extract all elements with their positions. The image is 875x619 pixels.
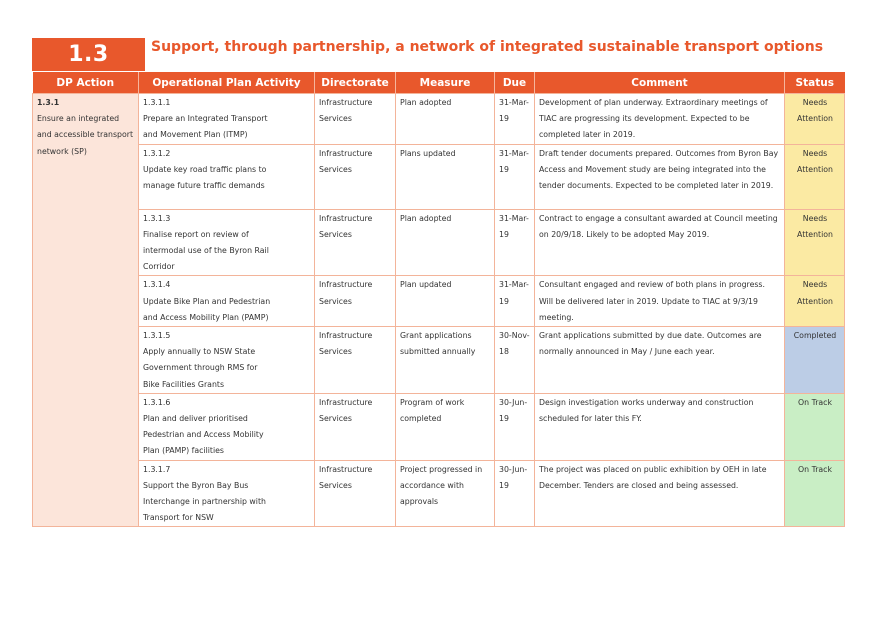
due-cell: 31-Mar-19 — [495, 94, 535, 145]
activity-number: 1.3.1.1 — [143, 98, 171, 107]
directorate-cell: Infrastructure Services — [315, 144, 396, 209]
activity-text: Update key road traffic plans to manage future traffic demands — [143, 164, 267, 191]
activity-cell — [139, 209, 315, 276]
measure-cell: Plans updated — [396, 144, 495, 209]
activity-text: Finalise report on review of intermodal use of the Byron Rail Corridor — [143, 229, 269, 272]
activity-text: Support the Byron Bay Bus Interchange in partnership with Transport for NSW — [143, 480, 266, 523]
activity-text: Apply annually to NSW State Government through RMS for Bike Facilities Grants — [143, 347, 258, 389]
measure-cell: Plan adopted — [396, 209, 495, 276]
activity-number: 1.3.1.2 — [143, 148, 171, 158]
directorate-cell: Infrastructure Services — [315, 209, 396, 276]
comment-cell: Grant applications submitted by due date. Outcomes are normally announced in May / June each year. — [535, 327, 785, 394]
activity-cell — [139, 94, 315, 145]
directorate-cell: Infrastructure Services — [315, 94, 396, 145]
comment-cell: Consultant engaged and review of both plans in progress. Will be delivered later in 2019. Update to TIAC at 9/3/19 meeting. — [535, 276, 785, 327]
status-badge: Needs Attention — [785, 276, 845, 327]
section-number: 1.3 — [32, 38, 145, 71]
due-cell: 31-Mar-19 — [495, 276, 535, 327]
section-title: Support, through partnership, a network of integrated sustainable transport options — [151, 39, 824, 55]
activity-number: 1.3.1.7 — [143, 464, 171, 474]
dp-action-code: 1.3.1 — [37, 98, 60, 107]
header-activity: Operational Plan Activity — [139, 72, 315, 94]
table-row — [33, 276, 845, 327]
activity-number: 1.3.1.4 — [143, 280, 171, 290]
due-cell: 31-Mar-19 — [495, 209, 535, 276]
measure-cell: Grant applications submitted annually — [396, 327, 495, 394]
header-directorate: Directorate — [315, 72, 396, 94]
activity-cell — [139, 327, 315, 394]
directorate-cell: Infrastructure Services — [315, 460, 396, 527]
status-badge: Completed — [785, 327, 845, 394]
directorate-cell: Infrastructure Services — [315, 276, 396, 327]
measure-cell: Project progressed in accordance with approvals — [396, 460, 495, 527]
due-cell: 30-Jun-19 — [495, 393, 535, 460]
status-badge: On Track — [785, 460, 845, 527]
activity-number: 1.3.1.6 — [143, 397, 171, 407]
due-cell: 30-Jun-19 — [495, 460, 535, 527]
due-cell: 31-Mar-19 — [495, 144, 535, 209]
activity-cell — [139, 460, 315, 527]
measure-cell: Program of work completed — [396, 393, 495, 460]
comment-cell: Design investigation works underway and construction scheduled for later this FY. — [535, 393, 785, 460]
comment-cell: Draft tender documents prepared. Outcomes from Byron Bay Access and Movement study are being integrated into the tender documents. Expected to be completed later in 2019. — [535, 144, 785, 209]
activity-number: 1.3.1.3 — [143, 213, 171, 223]
activity-number: 1.3.1.5 — [143, 331, 171, 341]
activity-cell — [139, 393, 315, 460]
measure-cell: Plan updated — [396, 276, 495, 327]
header-measure: Measure — [396, 72, 495, 94]
measure-cell: Plan adopted — [396, 94, 495, 145]
header-comment: Comment — [535, 72, 785, 94]
comment-cell: The project was placed on public exhibition by OEH in late December. Tenders are closed and being assessed. — [535, 460, 785, 527]
activity-text: Plan and deliver prioritised Pedestrian and Access Mobility Plan (PAMP) facilities — [143, 414, 264, 456]
table-row — [33, 327, 845, 394]
activity-cell — [139, 144, 315, 209]
activity-text: Update Bike Plan and Pedestrian and Access Mobility Plan (PAMP) — [143, 296, 271, 322]
header-status: Status — [785, 72, 845, 94]
table-row — [33, 94, 845, 145]
status-badge: Needs Attention — [785, 209, 845, 276]
table-header-row — [33, 72, 845, 94]
table-row — [33, 144, 845, 209]
status-badge: Needs Attention — [785, 144, 845, 209]
header-dp-action: DP Action — [33, 72, 139, 94]
header-due: Due — [495, 72, 535, 94]
table-row — [33, 393, 845, 460]
table-row — [33, 460, 845, 527]
table-row — [33, 209, 845, 276]
activity-text: Prepare an Integrated Transport and Movement Plan (ITMP) — [143, 114, 268, 140]
status-badge: On Track — [785, 393, 845, 460]
operational-plan-table — [32, 72, 845, 527]
comment-cell: Development of plan underway. Extraordinary meetings of TIAC are progressing its development. Expected to be completed later in 2019. — [535, 94, 785, 145]
directorate-cell: Infrastructure Services — [315, 393, 396, 460]
dp-action-text: Ensure an integrated and accessible transport network (SP) — [37, 114, 134, 156]
status-badge: Needs Attention — [785, 94, 845, 145]
due-cell: 30-Nov-18 — [495, 327, 535, 394]
directorate-cell: Infrastructure Services — [315, 327, 396, 394]
dp-action-cell — [33, 94, 139, 527]
comment-cell: Contract to engage a consultant awarded at Council meeting on 20/9/18. Likely to be adopted May 2019. — [535, 209, 785, 276]
activity-cell — [139, 276, 315, 327]
